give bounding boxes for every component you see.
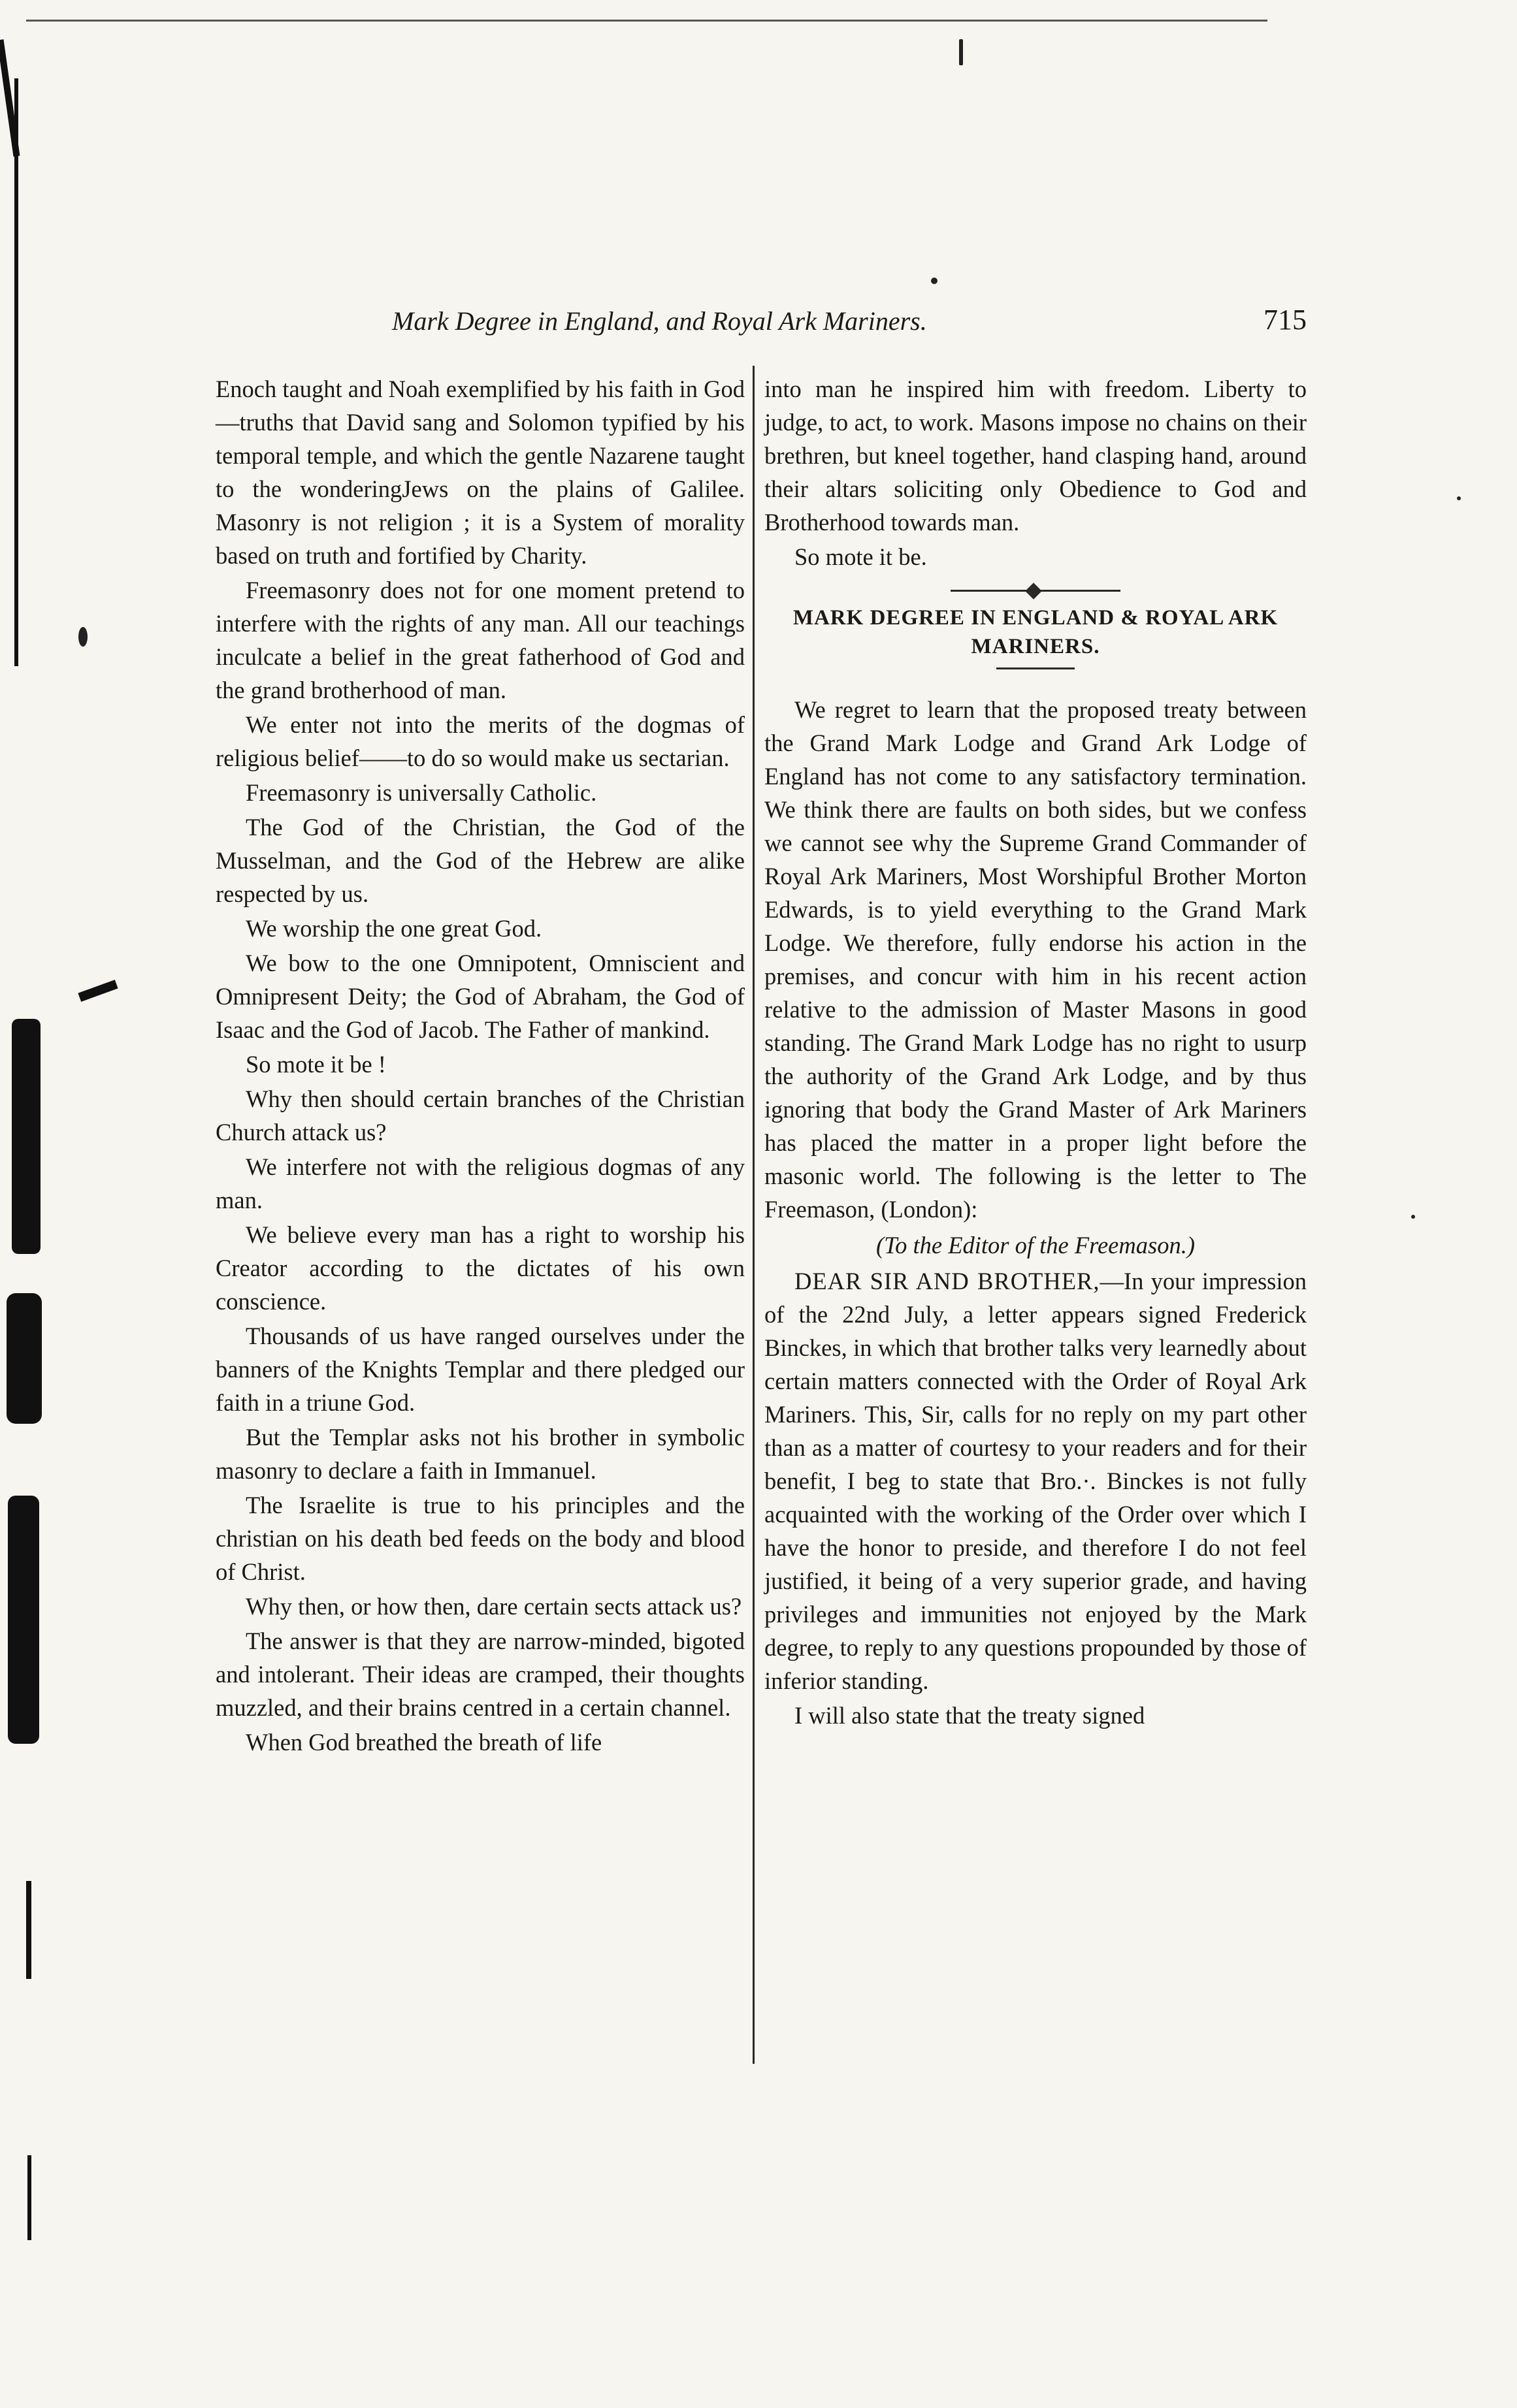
running-title: Mark Degree in England, and Royal Ark Mariners. bbox=[392, 306, 927, 336]
ink-blot-3 bbox=[8, 1496, 39, 1744]
paragraph: The God of the Christian, the God of the Musselman, and the God of the Hebrew are alike respected by us. bbox=[216, 814, 745, 907]
ink-blot-2 bbox=[7, 1293, 42, 1424]
last-line: I will also state that the treaty signed bbox=[794, 1702, 1145, 1729]
paragraph: The Israelite is true to his principles and the christian on his death bed feeds on the body and blood of Christ. bbox=[216, 1492, 745, 1585]
article-paragraph: We regret to learn that the proposed treaty between the Grand Mark Lodge and Grand Ark Lodge of England has not come to any satisfactory termination. We think there are faults on both sides, but we confess we cannot see why the Supreme Grand Commander of Royal Ark Mariners, Most Worshipful Brother Morton Edwards, is to yield everything to the Grand Mark Lodge. We therefore, fully endorse his action in the premises, and concur with him in his recent action relative to the admission of Master Masons in good standing. The Grand Mark Lodge has no right to usurp the authority of the Grand Ark Lodge, and by thus ignoring that body the Grand Master of Ark Mariners has placed the matter in a proper light before the masonic world. The following is the letter to The Freemason, (London): bbox=[764, 696, 1307, 1223]
ink-blot-5 bbox=[26, 1881, 31, 1979]
paragraph: Freemasonry is universally Catholic. bbox=[246, 779, 597, 806]
left-column bbox=[216, 372, 745, 1759]
closing-line: So mote it be. bbox=[794, 543, 927, 570]
paragraph: We enter not into the merits of the dogmas of religious belief——to do so would make us sectarian. bbox=[216, 711, 745, 771]
speck-3 bbox=[78, 627, 88, 647]
column-divider bbox=[753, 366, 755, 2064]
right-column bbox=[764, 372, 1307, 1732]
ink-blot-4 bbox=[78, 980, 118, 1002]
page-number: 715 bbox=[1264, 304, 1307, 336]
paragraph: We believe every man has a right to worship his Creator according to the dictates of his own conscience. bbox=[216, 1221, 745, 1315]
salutation: DEAR SIR AND BROTHER, bbox=[794, 1268, 1100, 1294]
speck-1 bbox=[959, 39, 963, 65]
paragraph: We bow to the one Omnipotent, Omniscient and Omnipresent Deity; the God of Abraham, the God of Isaac and the God of Jacob. The Father of mankind. bbox=[216, 950, 745, 1043]
paragraph: Freemasonry does not for one moment pretend to interfere with the rights of any man. All our teachings inculcate a belief in the great fatherhood of God and the grand brotherhood of man. bbox=[216, 577, 745, 703]
paragraph: Why then should certain branches of the Christian Church attack us? bbox=[216, 1085, 745, 1146]
speck-5 bbox=[1411, 1215, 1415, 1219]
paragraph: We worship the one great God. bbox=[246, 915, 542, 942]
paragraph: Thousands of us have ranged ourselves under the banners of the Knights Templar and there pledged our faith in a triune God. bbox=[216, 1323, 745, 1416]
binding-mark-long bbox=[14, 78, 18, 666]
running-header bbox=[366, 300, 1307, 346]
paragraph: We interfere not with the religious dogmas of any man. bbox=[216, 1153, 745, 1213]
ink-blot-1 bbox=[12, 1019, 41, 1254]
paragraph: When God breathed the breath of life bbox=[246, 1729, 602, 1756]
letter-heading: (To the Editor of the Freemason.) bbox=[876, 1232, 1195, 1259]
continuation-paragraph: into man he inspired him with freedom. Liberty to judge, to act, to work. Masons impose no chains on their brethren, but kneel together, hand clasping hand, around their altars soliciting only Obedience to God and Brotherhood towards man. bbox=[764, 376, 1307, 536]
paragraph: But the Templar asks not his brother in symbolic masonry to declare a faith in Immanuel. bbox=[216, 1424, 745, 1484]
letter-body: —In your impression of the 22nd July, a letter appears signed Frederick Binckes, in which that brother talks very learnedly about certain matters connected with the Order of Royal Ark Mariners. This, Sir, calls for no reply on my part other than as a matter of courtesy to your readers and for their benefit, I beg to state that Bro.·. Binckes is not fully acquainted with the working of the Order over which I have the honor to preside, and therefore I do not feel justified, it being of a very superior grade, and having privileges and immunities not enjoyed by the Mark degree, to reply to any questions propounded by those of inferior standing. bbox=[764, 1268, 1307, 1694]
section-ornament-rule bbox=[951, 585, 1120, 596]
paragraph: So mote it be ! bbox=[246, 1051, 386, 1078]
paragraph: Why then, or how then, dare certain sects attack us? bbox=[246, 1593, 742, 1620]
top-edge-line bbox=[26, 20, 1267, 22]
ink-blot-6 bbox=[27, 2155, 31, 2240]
heading-underline bbox=[996, 667, 1075, 669]
section-heading: MARK DEGREE IN ENGLAND & ROYAL ARK MARINERS. bbox=[792, 606, 1279, 658]
paragraph: Enoch taught and Noah exemplified by his faith in God—truths that David sang and Solomon typified by his temporal temple, and which the gentle Nazarene taught to the wonderingJews on the plains of Galilee. Masonry is not religion ; it is a System of morality based on truth and fortified by Charity. bbox=[216, 376, 745, 569]
speck-4 bbox=[1457, 496, 1461, 500]
speck-2 bbox=[931, 278, 938, 284]
paragraph: The answer is that they are narrow-minded, bigoted and intolerant. Their ideas are cramped, their thoughts muzzled, and their brains centred in a certain channel. bbox=[216, 1628, 745, 1721]
